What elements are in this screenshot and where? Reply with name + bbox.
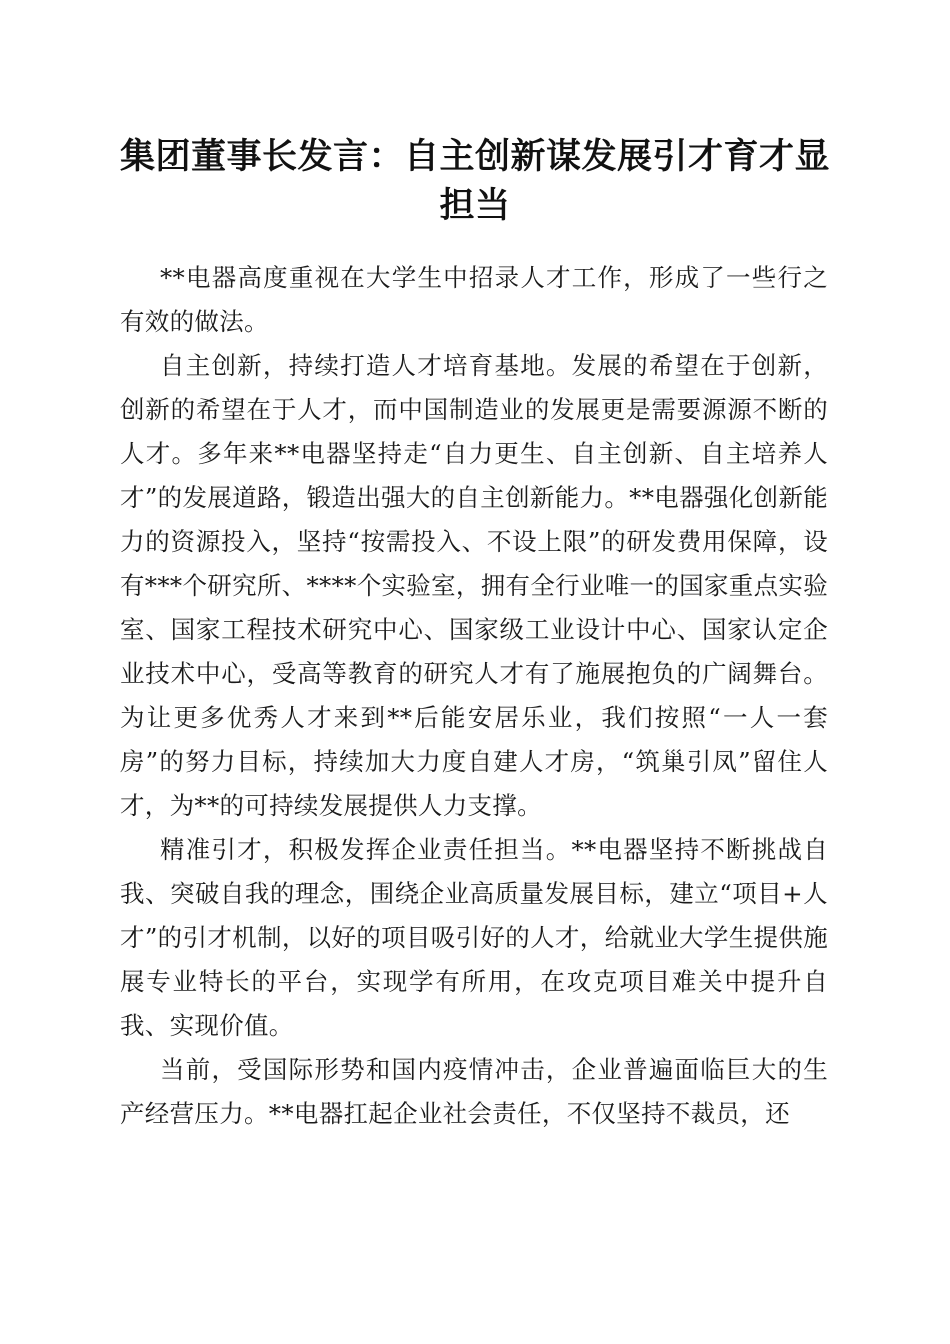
paragraph-talent-recruitment: 精准引才，积极发挥企业责任担当。**电器坚持不断挑战自我、突破自我的理念，围绕企业高质量发展目标，建立“项目+人才”的引才机制，以好的项目吸引好的人才，给就业大学生提供施展专业特长的平台，实现学有所用，在攻克项目难关中提升自我、实现价值。 (120, 835, 828, 1040)
paragraph-innovation: 自主创新，持续打造人才培育基地。发展的希望在于创新，创新的希望在于人才，而中国制造业的发展更是需要源源不断的人才。多年来**电器坚持走“自力更生、自主创新、自主培养人才”的发展道路，锻造出强大的自主创新能力。**电器强化创新能力的资源投入，坚持“按需投入、不设上限”的研发费用保障，设有***个研究所、****个实验室，拥有全行业唯一的国家重点实验室、国家工程技术研究中心、国家级工业设计中心、国家认定企业技术中心，受高等教育的研究人才有了施展抱负的广阔舞台。为让更多优秀人才来到**后能安居乐业，我们按照“一人一套房”的努力目标，持续加大力度自建人才房，“筑巢引凤”留住人才，为**的可持续发展提供人力支撑。 (120, 351, 828, 820)
document-body (120, 256, 828, 1136)
document-title: 集团董事长发言：自主创新谋发展引才育才显担当 (119, 136, 830, 226)
paragraph-intro: **电器高度重视在大学生中招录人才工作，形成了一些行之有效的做法。 (120, 263, 828, 336)
paragraph-current-situation: 当前，受国际形势和国内疫情冲击，企业普遍面临巨大的生产经营压力。**电器扛起企业社会责任，不仅坚持不裁员，还 (120, 1055, 828, 1128)
